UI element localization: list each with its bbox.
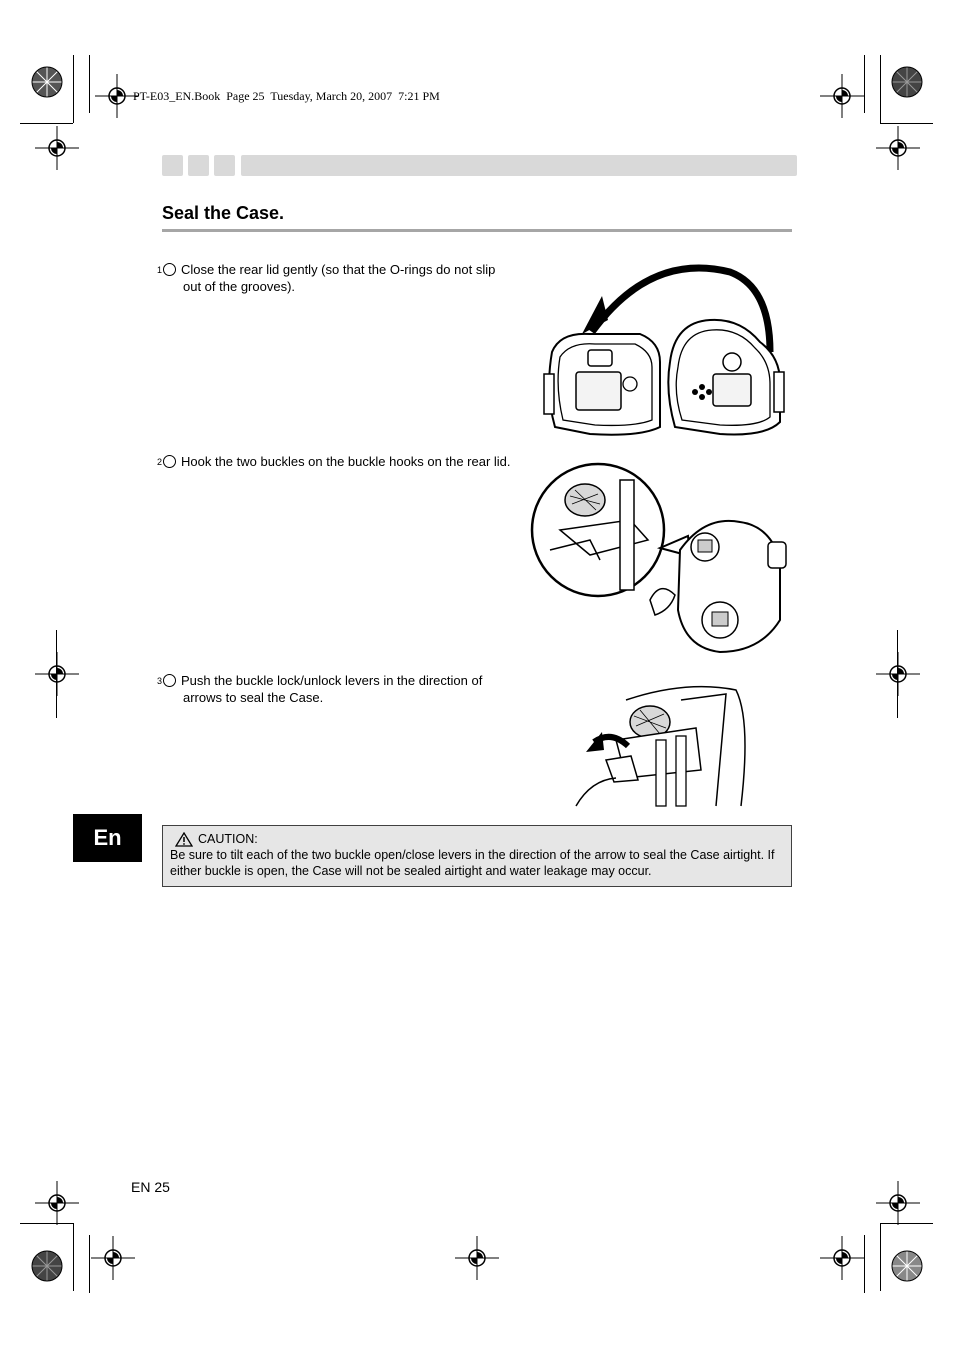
registration-mark-icon xyxy=(35,1181,79,1225)
tab-bar-long xyxy=(241,155,797,176)
step-1 xyxy=(156,261,511,295)
registration-mark-icon xyxy=(91,1236,135,1280)
registration-mark-icon xyxy=(876,652,920,696)
illustration-lock-levers xyxy=(566,680,756,808)
registration-mark-icon xyxy=(876,1181,920,1225)
color-target-icon xyxy=(31,66,63,98)
step-text: Push the buckle lock/unlock levers in the direction of arrows to seal the Case. xyxy=(181,673,483,705)
illustration-hook-buckles xyxy=(530,460,792,658)
language-tab: En xyxy=(73,814,142,862)
registration-mark-icon xyxy=(35,652,79,696)
tab-square xyxy=(188,155,209,176)
illustration-close-rear-lid xyxy=(530,262,792,438)
print-header: PT-E03_EN.Book Page 25 Tuesday, March 20, 2007 7:21 PM xyxy=(133,89,440,103)
color-target-icon xyxy=(31,1250,63,1282)
step-number: 1 xyxy=(163,263,176,276)
section-title: Seal the Case. xyxy=(162,203,285,223)
title-divider xyxy=(162,229,792,232)
step-number: 3 xyxy=(163,674,176,687)
tab-square xyxy=(214,155,235,176)
color-target-icon xyxy=(891,66,923,98)
step-text: Hook the two buckles on the buckle hooks on the rear lid. xyxy=(181,454,511,469)
step-3 xyxy=(156,672,511,706)
caution-box xyxy=(162,825,792,887)
registration-mark-icon xyxy=(820,74,864,118)
step-2 xyxy=(156,453,511,470)
color-target-icon xyxy=(891,1250,923,1282)
section-tab-bar xyxy=(162,155,797,177)
registration-mark-icon xyxy=(35,126,79,170)
page-number: EN 25 xyxy=(131,1179,170,1195)
step-number: 2 xyxy=(163,455,176,468)
registration-mark-icon xyxy=(455,1236,499,1280)
warning-triangle-icon xyxy=(175,832,193,847)
registration-mark-icon xyxy=(820,1236,864,1280)
step-text: Close the rear lid gently (so that the O-rings do not slip out of the grooves). xyxy=(181,262,496,294)
registration-mark-icon xyxy=(876,126,920,170)
caution-body: Be sure to tilt each of the two buckle open/close levers in the direction of the arrow to seal the Case airtight. If either buckle is open, the Case will not be sealed airtight and water leakage may occur. xyxy=(170,848,775,878)
tab-square xyxy=(162,155,183,176)
caution-title: CAUTION: xyxy=(198,832,258,846)
